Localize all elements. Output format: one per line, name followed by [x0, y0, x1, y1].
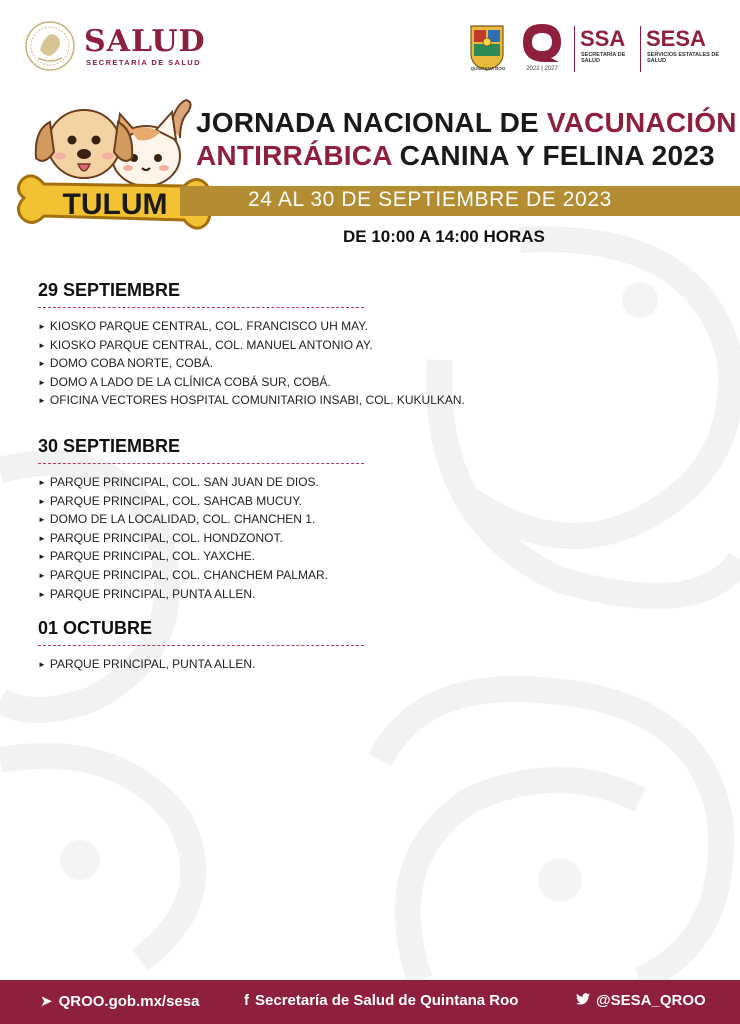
- list-item: ► PARQUE PRINCIPAL, COL. SAHCAB MUCUY.: [38, 493, 302, 508]
- location-text: PARQUE PRINCIPAL, COL. SAN JUAN DE DIOS.: [49, 475, 319, 489]
- day-section-title: 01 OCTUBRE: [38, 618, 153, 638]
- location-text: PARQUE PRINCIPAL, PUNTA ALLEN.: [49, 657, 256, 671]
- dashed-divider: [38, 645, 364, 646]
- quintana-roo-shield-icon: [468, 22, 506, 72]
- twitter-text: @SESA_QROO: [596, 992, 706, 1009]
- twitter-link[interactable]: [576, 992, 706, 1009]
- ssa-logo-subtitle: SECRETARÍA DE SALUD: [581, 52, 626, 65]
- list-item: ► PARQUE PRINCIPAL, COL. CHANCHEM PALMAR.: [38, 567, 328, 582]
- location-text: KIOSKO PARQUE CENTRAL, COL. FRANCISCO UH MAY.: [49, 319, 368, 333]
- list-item: ► DOMO DE LA LOCALIDAD, COL. CHANCHEN 1.: [38, 512, 316, 527]
- header-divider: [574, 26, 575, 72]
- location-text: DOMO DE LA LOCALIDAD, COL. CHANCHEN 1.: [49, 512, 316, 527]
- twitter-icon: [576, 993, 590, 1005]
- day-section-title: 29 SEPTIEMBRE: [38, 280, 181, 300]
- location-text: PARQUE PRINCIPAL, COL. YAXCHE.: [49, 549, 256, 564]
- location-text: KIOSKO PARQUE CENTRAL, COL. MANUEL ANTONIO AY.: [49, 337, 373, 352]
- title-line2-b: CANINA Y FELINA 2023: [391, 140, 715, 171]
- national-seal-icon: [24, 20, 76, 72]
- facebook-icon: f: [244, 992, 249, 1009]
- list-item: ► OFICINA VECTORES HOSPITAL COMUNITARIO INSABI, COL. KUKULKAN.: [38, 393, 465, 408]
- title-line1-b: VACUNACIÓN: [546, 107, 737, 138]
- shield-caption: QUINTANA ROO: [470, 66, 506, 71]
- list-item: ► DOMO A LADO DE LA CLÍNICA COBÁ SUR, COBÁ.: [38, 374, 331, 389]
- location-text: PARQUE PRINCIPAL, COL. HONDZONOT.: [49, 530, 283, 545]
- list-item: ► PARQUE PRINCIPAL, PUNTA ALLEN.: [38, 657, 256, 671]
- schedule-hours: DE 10:00 A 14:00 HORAS: [343, 227, 545, 246]
- location-list: [38, 474, 364, 604]
- title-line1-a: JORNADA NACIONAL DE: [196, 107, 547, 138]
- location-text: PARQUE PRINCIPAL, COL. SAHCAB MUCUY.: [49, 493, 302, 508]
- sesa-logo-subtitle: SERVICIOS ESTATALES DE SALUD: [647, 52, 720, 65]
- ssa-logo-title: SSA: [580, 26, 626, 51]
- dashed-divider: [38, 307, 364, 308]
- location-badge: TULUM: [62, 188, 168, 221]
- salud-brand-subtitle: SECRETARÍA DE SALUD: [86, 58, 201, 67]
- facebook-text: Secretaría de Salud de Quintana Roo: [255, 992, 519, 1009]
- q-government-logo-icon: [515, 20, 569, 64]
- list-item: ► KIOSKO PARQUE CENTRAL, COL. MANUEL ANTONIO AY.: [38, 337, 373, 352]
- list-item: ► PARQUE PRINCIPAL, COL. SAN JUAN DE DIOS.: [38, 475, 319, 489]
- day-section: [38, 280, 465, 411]
- website-link[interactable]: [40, 992, 199, 1010]
- list-item: ► DOMO COBA NORTE, COBÁ.: [38, 356, 214, 371]
- location-text: PARQUE PRINCIPAL, PUNTA ALLEN.: [49, 586, 256, 601]
- location-list: [38, 656, 364, 675]
- day-section: [38, 436, 364, 604]
- date-range: 24 AL 30 DE SEPTIEMBRE DE 2023: [248, 188, 612, 211]
- location-text: PARQUE PRINCIPAL, COL. CHANCHEM PALMAR.: [49, 567, 328, 582]
- list-item: ► KIOSKO PARQUE CENTRAL, COL. FRANCISCO UH MAY.: [38, 319, 368, 333]
- list-item: ► PARQUE PRINCIPAL, COL. YAXCHE.: [38, 549, 256, 564]
- sesa-logo-title: SESA: [646, 26, 706, 51]
- salud-brand-title: SALUD: [84, 24, 206, 59]
- location-text: DOMO A LADO DE LA CLÍNICA COBÁ SUR, COBÁ.: [49, 374, 331, 389]
- campaign-title: [196, 106, 737, 172]
- title-line2-a: ANTIRRÁBICA: [196, 140, 392, 171]
- facebook-link[interactable]: [244, 992, 518, 1009]
- day-section: [38, 618, 364, 675]
- dashed-divider: [38, 463, 364, 464]
- list-item: ► PARQUE PRINCIPAL, COL. HONDZONOT.: [38, 530, 283, 545]
- location-list: [38, 318, 465, 411]
- header-divider: [640, 26, 641, 72]
- day-section-title: 30 SEPTIEMBRE: [38, 436, 181, 456]
- q-logo-years: 2022 | 2027: [526, 66, 558, 72]
- cursor-icon: ➤: [40, 993, 53, 1010]
- website-text: QROO.gob.mx/sesa: [58, 993, 200, 1010]
- list-item: ► PARQUE PRINCIPAL, PUNTA ALLEN.: [38, 586, 256, 601]
- location-text: OFICINA VECTORES HOSPITAL COMUNITARIO INSABI, COL. KUKULKAN.: [49, 393, 465, 408]
- location-text: DOMO COBA NORTE, COBÁ.: [49, 356, 214, 371]
